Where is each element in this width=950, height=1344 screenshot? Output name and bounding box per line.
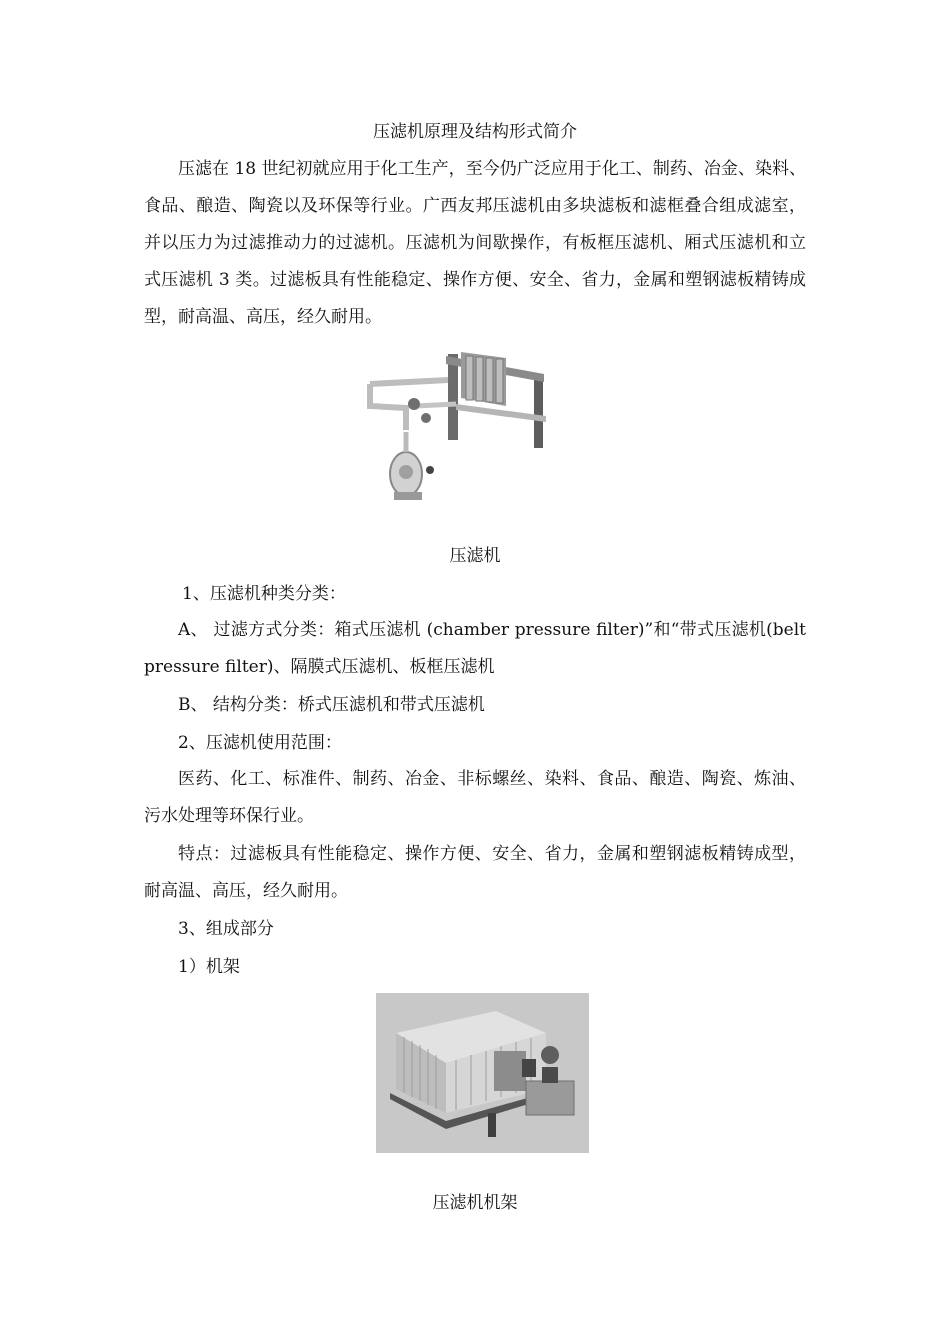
usage-paragraph: 医药、化工、标准件、制药、冶金、非标螺丝、染料、食品、酿造、陶瓷、炼油、污水处理等环保行业。: [144, 769, 806, 826]
section3-heading: 3、组成部分: [178, 919, 274, 939]
filter-press-frame-image: [376, 993, 589, 1153]
section2-heading: 2、压滤机使用范围：: [178, 733, 342, 753]
item-a: A、 过滤方式分类：箱式压滤机 (chamber pressure filter)”和“带式压滤机(belt pressure filter)、隔膜式压滤机、板框压滤机: [144, 620, 806, 677]
filter-press-image: [356, 346, 570, 510]
item-b: B、 结构分类：桥式压滤机和带式压滤机: [178, 695, 485, 715]
intro-paragraph: 压滤在 18 世纪初就应用于化工生产，至今仍广泛应用于化工、制药、冶金、染料、食品、酿造、陶瓷以及环保等行业。广西友邦压滤机由多块滤板和滤框叠合组成滤室，并以压力为过滤推动力的过滤机。压滤机为间歇操作，有板框压滤机、厢式压滤机和立式压滤机 3 类。过滤板具有性能稳定、操作方便、安全、省力，金属和塑钢滤板精铸成型，耐高温、高压，经久耐用。: [144, 159, 806, 327]
features-paragraph: 特点：过滤板具有性能稳定、操作方便、安全、省力，金属和塑钢滤板精铸成型，耐高温、高压，经久耐用。: [144, 844, 806, 901]
section1-heading: 1、压滤机种类分类：: [182, 584, 346, 604]
document-title: 压滤机原理及结构形式简介: [373, 122, 577, 142]
figure1-caption: 压滤机: [449, 546, 501, 566]
figure2-caption: 压滤机机架: [432, 1193, 518, 1213]
subsection1-heading: 1）机架: [178, 957, 240, 977]
